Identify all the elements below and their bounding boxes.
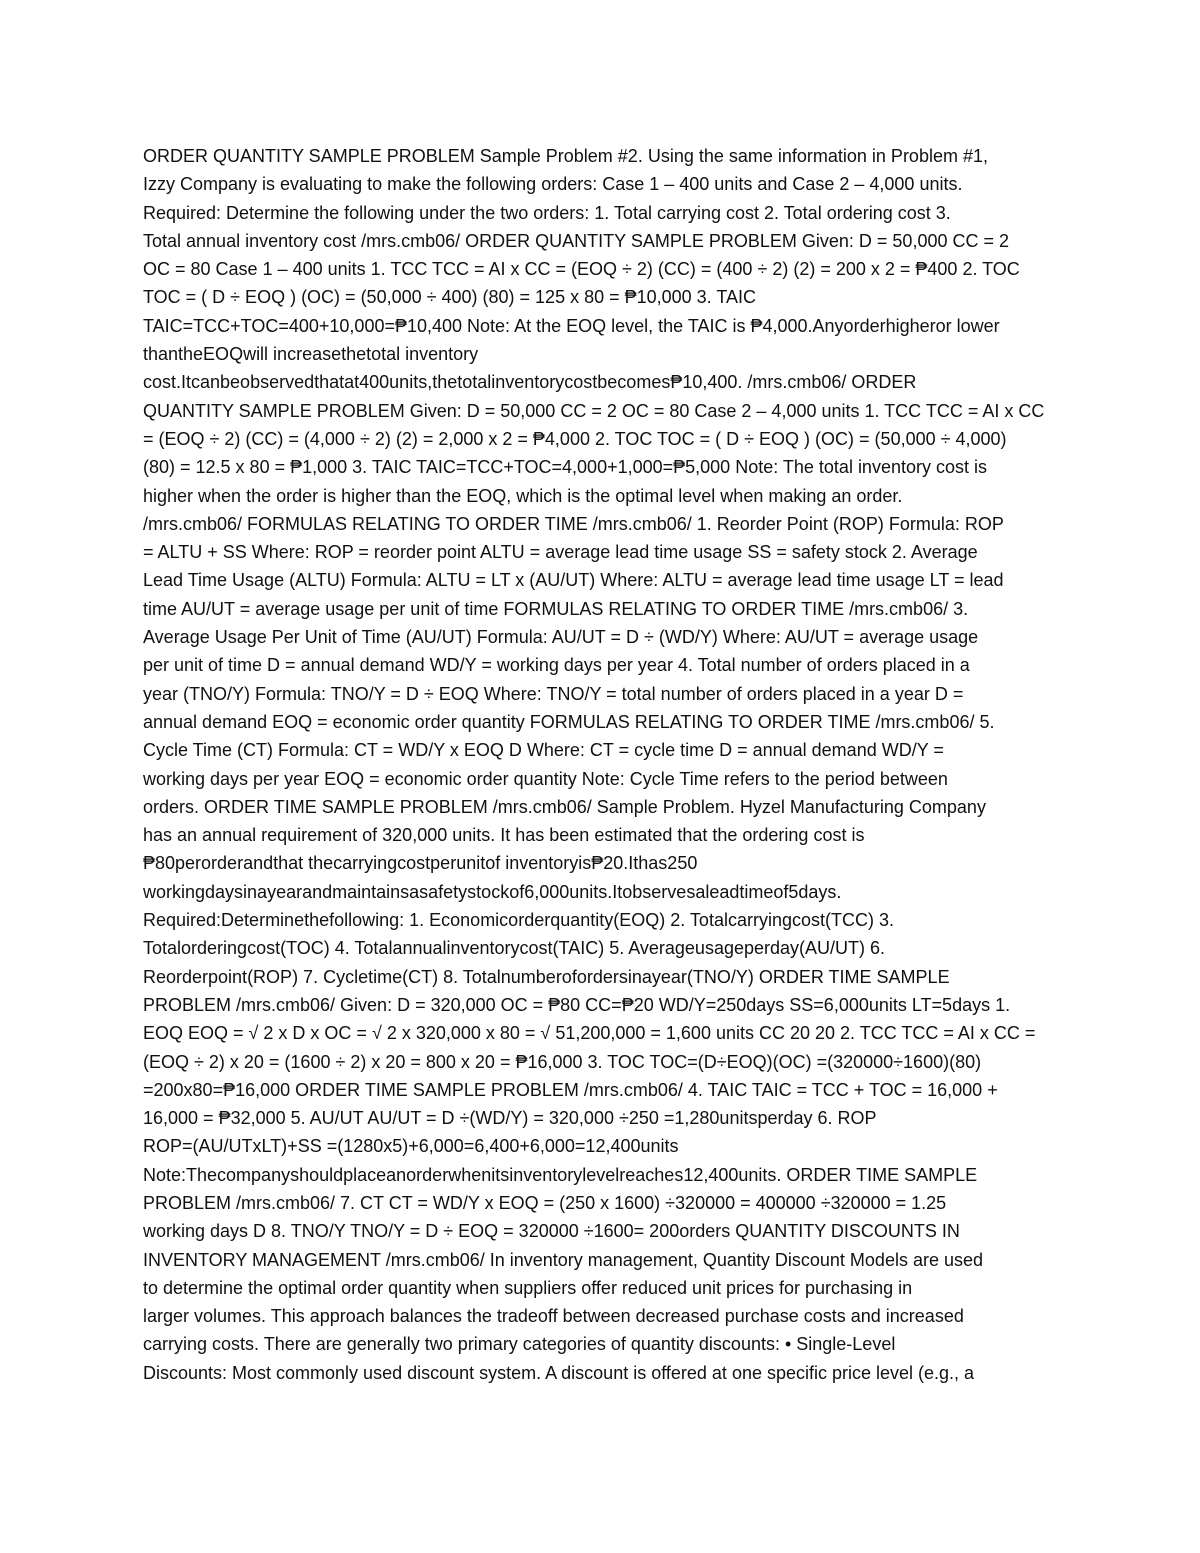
text-line: Totalorderingcost(TOC) 4. Totalannualinventorycost(TAIC) 5. Averageusageperday(AU/UT) 6. — [143, 938, 886, 959]
text-line: (80) = 12.5 x 80 = ₱1,000 3. TAIC TAIC=TCC+TOC=4,000+1,000=₱5,000 Note: The total inventory cost is — [143, 457, 987, 478]
text-line: /mrs.cmb06/ FORMULAS RELATING TO ORDER TIME /mrs.cmb06/ 1. Reorder Point (ROP) Formula: ROP — [143, 513, 1004, 534]
text-line: = ALTU + SS Where: ROP = reorder point ALTU = average lead time usage SS = safety stock 2. Average — [143, 542, 978, 563]
text-line: (EOQ ÷ 2) x 20 = (1600 ÷ 2) x 20 = 800 x 20 = ₱16,000 3. TOC TOC=(D÷EOQ)(OC) =(320000÷1600)(80) — [143, 1051, 982, 1072]
text-line: ₱80perorderandthat thecarryingcostperunitof inventoryis₱20.Ithas250 — [143, 853, 698, 874]
text-line: PROBLEM /mrs.cmb06/ Given: D = 320,000 OC = ₱80 CC=₱20 WD/Y=250days SS=6,000units LT=5days 1. — [143, 994, 1011, 1015]
text-line: PROBLEM /mrs.cmb06/ 7. CT CT = WD/Y x EOQ = (250 x 1600) ÷320000 = 400000 ÷320000 = 1.25 — [143, 1192, 947, 1213]
text-line: annual demand EOQ = economic order quantity FORMULAS RELATING TO ORDER TIME /mrs.cmb06/ 5. — [143, 711, 995, 732]
text-line: Cycle Time (CT) Formula: CT = WD/Y x EOQ D Where: CT = cycle time D = annual demand WD/Y = — [143, 740, 944, 761]
text-line: Required: Determine the following under the two orders: 1. Total carrying cost 2. Total ordering cost 3. — [143, 202, 951, 223]
text-line: = (EOQ ÷ 2) (CC) = (4,000 ÷ 2) (2) = 2,000 x 2 = ₱4,000 2. TOC TOC = ( D ÷ EOQ ) (OC) = (50,000 ÷ 4,000) — [143, 428, 1007, 449]
text-line: working days per year EOQ = economic order quantity Note: Cycle Time refers to the period between — [143, 768, 948, 789]
text-line: time AU/UT = average usage per unit of time FORMULAS RELATING TO ORDER TIME /mrs.cmb06/ 3. — [143, 598, 969, 619]
text-line: higher when the order is higher than the EOQ, which is the optimal level when making an order. — [143, 485, 903, 506]
text-line: orders. ORDER TIME SAMPLE PROBLEM /mrs.cmb06/ Sample Problem. Hyzel Manufacturing Company — [143, 796, 986, 817]
text-line: carrying costs. There are generally two primary categories of quantity discounts: • Single-Level — [143, 1334, 896, 1355]
text-line: working days D 8. TNO/Y TNO/Y = D ÷ EOQ = 320000 ÷1600= 200orders QUANTITY DISCOUNTS IN — [143, 1221, 960, 1242]
text-line: ROP=(AU/UTxLT)+SS =(1280x5)+6,000=6,400+6,000=12,400units — [143, 1136, 679, 1157]
text-line: OC = 80 Case 1 – 400 units 1. TCC TCC = AI x CC = (EOQ ÷ 2) (CC) = (400 ÷ 2) (2) = 200 x 2 = ₱400 2. TOC — [143, 259, 1020, 280]
text-line: Reorderpoint(ROP) 7. Cycletime(CT) 8. Totalnumberofordersinayear(TNO/Y) ORDER TIME SAMPLE — [143, 966, 950, 987]
text-line: has an annual requirement of 320,000 units. It has been estimated that the ordering cost is — [143, 825, 865, 846]
text-line: ORDER QUANTITY SAMPLE PROBLEM Sample Problem #2. Using the same information in Problem #1, — [143, 146, 988, 166]
text-line: Note:Thecompanyshouldplaceanorderwhenitsinventorylevelreaches12,400units. ORDER TIME SAMPLE — [143, 1164, 978, 1185]
text-line: 16,000 = ₱32,000 5. AU/UT AU/UT = D ÷(WD/Y) = 320,000 ÷250 =1,280unitsperday 6. ROP — [143, 1108, 877, 1129]
text-line: to determine the optimal order quantity when suppliers offer reduced unit prices for purchasing in — [143, 1277, 913, 1298]
text-line: larger volumes. This approach balances the tradeoff between decreased purchase costs and increased — [143, 1306, 964, 1327]
text-line: Required:Determinethefollowing: 1. Economicorderquantity(EOQ) 2. Totalcarryingcost(TCC) 3. — [143, 910, 894, 931]
text-line: INVENTORY MANAGEMENT /mrs.cmb06/ In inventory management, Quantity Discount Models are used — [143, 1249, 983, 1270]
text-line: Lead Time Usage (ALTU) Formula: ALTU = LT x (AU/UT) Where: ALTU = average lead time usage LT = lead — [143, 570, 1004, 591]
text-line: =200x80=₱16,000 ORDER TIME SAMPLE PROBLEM /mrs.cmb06/ 4. TAIC TAIC = TCC + TOC = 16,000 + — [143, 1079, 998, 1100]
text-line: cost.Itcanbeobservedthatat400units,thetotalinventorycostbecomes₱10,400. /mrs.cmb06/ ORDER — [143, 372, 917, 393]
text-line: year (TNO/Y) Formula: TNO/Y = D ÷ EOQ Where: TNO/Y = total number of orders placed in a year D = — [143, 683, 964, 704]
text-line: TAIC=TCC+TOC=400+10,000=₱10,400 Note: At the EOQ level, the TAIC is ₱4,000.Anyorderhigheror lower — [143, 315, 1000, 336]
document-body-text — [143, 142, 1063, 1387]
text-line: EOQ EOQ = √ 2 x D x OC = √ 2 x 320,000 x 80 = √ 51,200,000 = 1,600 units CC 20 20 2. TCC TCC = AI x CC = — [143, 1023, 1036, 1044]
text-line: thantheEOQwill increasethetotal inventory — [143, 344, 479, 365]
text-line: Discounts: Most commonly used discount system. A discount is offered at one specific price level (e.g., a — [143, 1362, 975, 1383]
text-line: QUANTITY SAMPLE PROBLEM Given: D = 50,000 CC = 2 OC = 80 Case 2 – 4,000 units 1. TCC TCC = AI x CC — [143, 400, 1045, 421]
text-line: workingdaysinayearandmaintainsasafetystockof6,000units.Itobservesaleadtimeof5days. — [143, 881, 842, 902]
text-line: TOC = ( D ÷ EOQ ) (OC) = (50,000 ÷ 400) (80) = 125 x 80 = ₱10,000 3. TAIC — [143, 287, 757, 308]
text-line: per unit of time D = annual demand WD/Y = working days per year 4. Total number of orders placed in a — [143, 655, 970, 676]
text-line: Total annual inventory cost /mrs.cmb06/ ORDER QUANTITY SAMPLE PROBLEM Given: D = 50,000 CC = 2 — [143, 230, 1009, 251]
text-line: Izzy Company is evaluating to make the following orders: Case 1 – 400 units and Case 2 – 4,000 units. — [143, 174, 963, 195]
text-line: Average Usage Per Unit of Time (AU/UT) Formula: AU/UT = D ÷ (WD/Y) Where: AU/UT = average usage — [143, 627, 979, 648]
